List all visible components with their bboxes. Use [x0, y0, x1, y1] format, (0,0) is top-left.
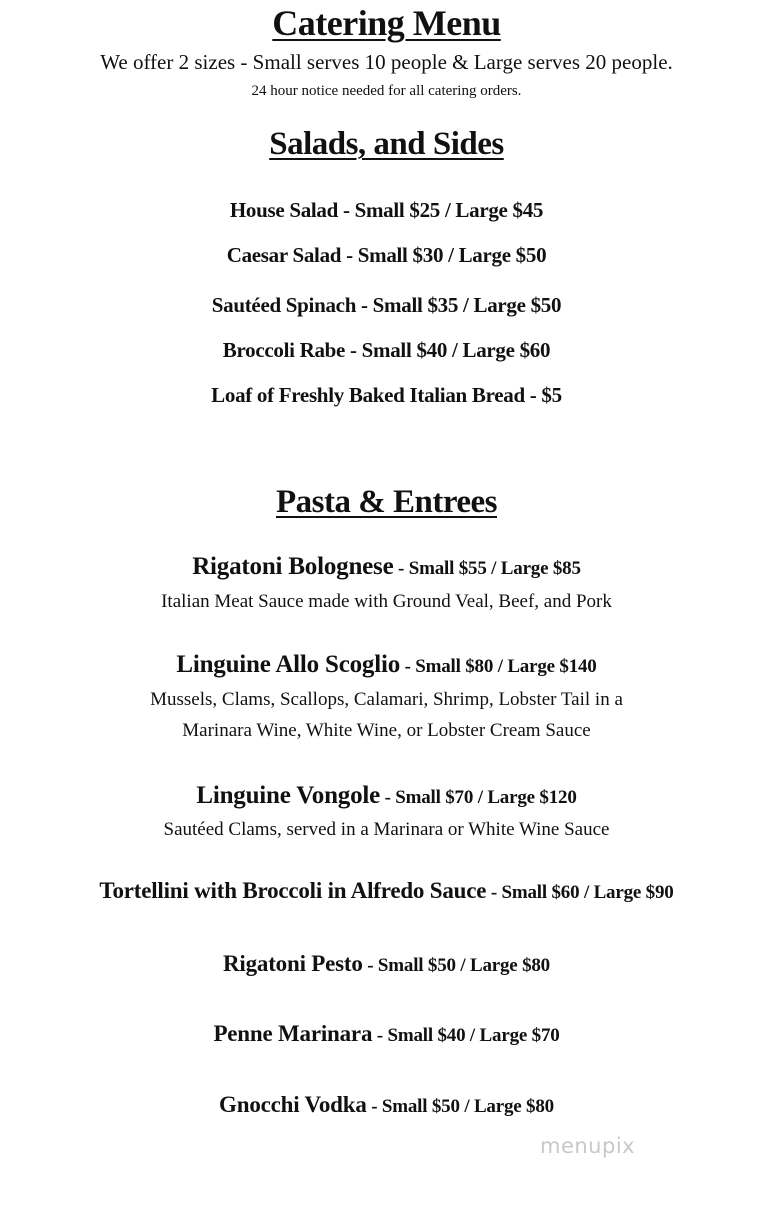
entree-linguine-vongole — [0, 782, 773, 810]
entree-description: Mussels, Clams, Scallops, Calamari, Shrimp, Lobster Tail in a — [150, 689, 623, 710]
side-item-italian-bread: Loaf of Freshly Baked Italian Bread - $5 — [211, 383, 562, 407]
entree-price: - Small $80 / Large $140 — [400, 656, 597, 677]
entree-tortellini-alfredo — [0, 878, 773, 904]
entree-rigatoni-pesto — [0, 951, 773, 977]
entree-name: Linguine Vongole — [196, 782, 381, 809]
pasta-heading: Pasta & Entrees — [275, 484, 498, 520]
entree-price: - Small $50 / Large $80 — [362, 955, 550, 976]
entree-price: - Small $55 / Large $85 — [393, 558, 581, 579]
side-item-broccoli-rabe: Broccoli Rabe - Small $40 / Large $60 — [222, 338, 551, 362]
entree-description: Sautéed Clams, served in a Marinara or White Wine Sauce — [163, 819, 610, 840]
side-item-house-salad: House Salad - Small $25 / Large $45 — [229, 198, 544, 222]
salads-heading: Salads, and Sides — [269, 126, 504, 162]
entree-name: Linguine Allo Scoglio — [176, 651, 401, 678]
entree-name: Gnocchi Vodka — [219, 1092, 367, 1117]
watermark-logo: menupix — [540, 1134, 636, 1158]
entree-name: Tortellini with Broccoli in Alfredo Sauce — [99, 878, 487, 903]
intro-text: We offer 2 sizes - Small serves 10 people & Large serves 20 people. — [100, 50, 673, 74]
entree-gnocchi-vodka — [0, 1092, 773, 1118]
side-item-sauteed-spinach: Sautéed Spinach - Small $35 / Large $50 — [211, 293, 562, 317]
entree-description: Italian Meat Sauce made with Ground Veal, Beef, and Pork — [161, 591, 612, 612]
entree-name: Rigatoni Pesto — [223, 951, 363, 976]
entree-price: - Small $70 / Large $120 — [380, 787, 577, 808]
entree-price: - Small $50 / Large $80 — [366, 1096, 554, 1117]
side-item-caesar-salad: Caesar Salad - Small $30 / Large $50 — [226, 243, 547, 267]
entree-name: Rigatoni Bolognese — [192, 553, 394, 580]
entree-price: - Small $60 / Large $90 — [486, 882, 674, 903]
entree-rigatoni-bolognese — [0, 553, 773, 581]
notice-text: 24 hour notice needed for all catering orders. — [251, 83, 522, 99]
entree-penne-marinara — [0, 1021, 773, 1047]
entree-linguine-allo-scoglio — [0, 651, 773, 679]
entree-name: Penne Marinara — [213, 1021, 373, 1046]
entree-description: Marinara Wine, White Wine, or Lobster Cream Sauce — [182, 720, 591, 741]
entree-price: - Small $40 / Large $70 — [372, 1025, 560, 1046]
page-title: Catering Menu — [272, 3, 501, 43]
